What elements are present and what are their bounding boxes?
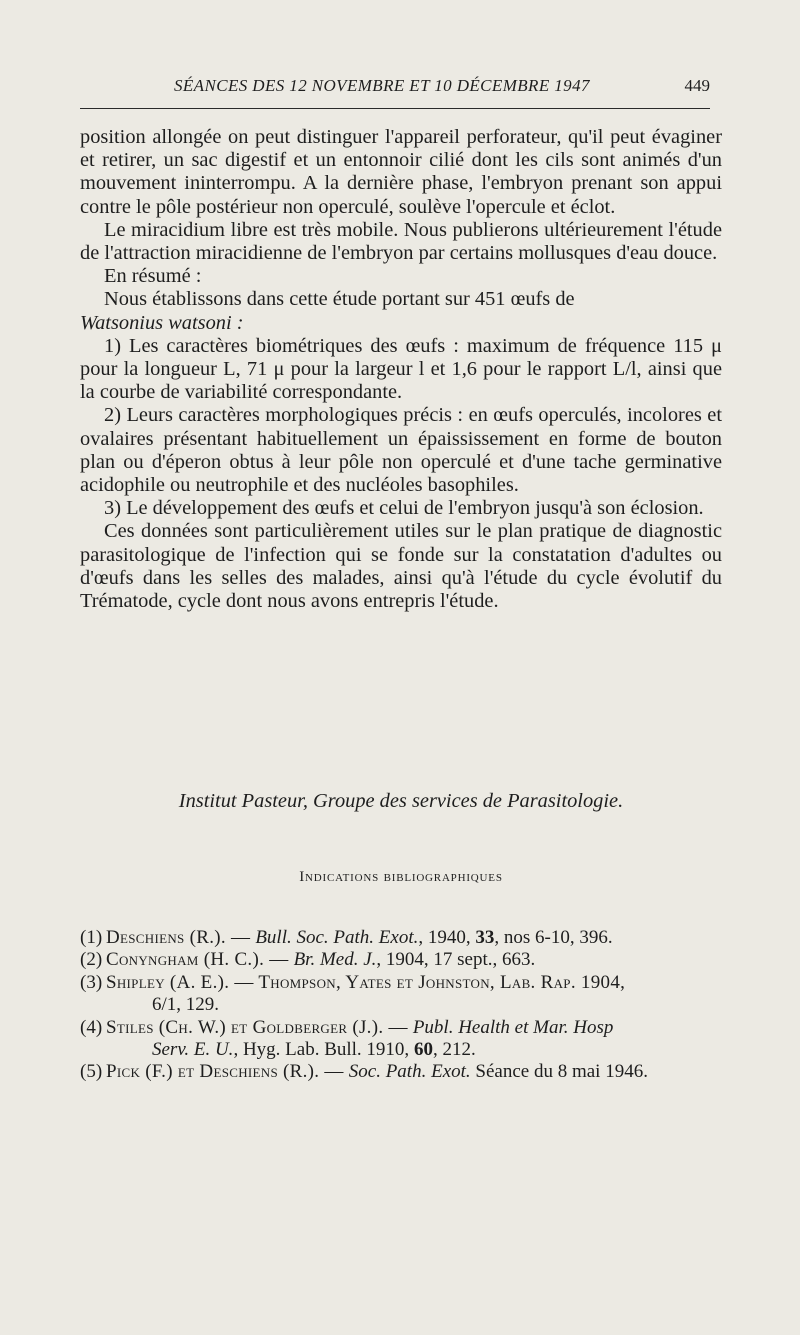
reference-authors: Stiles (Ch. W.) et Goldberger (J.). — (106, 1016, 413, 1038)
reference-2 (80, 949, 740, 971)
reference-authors: Pick (F.) et Deschiens (R.). — (106, 1061, 349, 1083)
reference-details: Séance du 8 mai 1946. (470, 1061, 648, 1083)
species-name: Watsonius watsoni : (80, 311, 244, 334)
reference-3-continuation: 6/1, 129. (152, 994, 220, 1016)
reference-journal: Bull. Soc. Path. Exot. (255, 927, 419, 948)
summary-point-2: 2) Leurs caractères morphologiques précis : en œufs operculés, incolores et ovalaires présentant habituellement un épaississement en forme de bouton plan ou d'éperon obtus à leur pôle non operculé et d'une tache germinative acidophile ou neutrophile et des nucléoles basophiles. (80, 404, 722, 497)
institute-affiliation: Institut Pasteur, Groupe des services de Parasitologie. (178, 790, 624, 812)
body-text (80, 126, 722, 613)
reference-volume: 60 (413, 1039, 433, 1061)
page-number: 449 (684, 76, 710, 95)
paragraph-summary-intro (80, 288, 722, 334)
reference-journal: Publ. Health et Mar. Hosp (412, 1016, 614, 1038)
summary-point-3: 3) Le développement des œufs et celui de l'embryon jusqu'à son éclosion. (104, 497, 704, 520)
reference-year: , 1940, (418, 927, 476, 948)
reference-authors: Deschiens (R.). — (106, 927, 256, 948)
summary-heading: En résumé : (104, 265, 202, 288)
reference-3 (80, 972, 740, 994)
paragraph-conclusion: Ces données sont particulièrement utiles sur le plan pratique de diagnostic parasitologique de l'infection qui se fonde sur la constatation d'adultes ou d'œufs dans les selles des malades, ainsi qu'à l'étude du cycle évolutif du Trématode, cycle dont nous avons entrepris l'étude. (80, 520, 722, 613)
bibliography-heading: Indications bibliographiques (299, 869, 503, 885)
reference-number: (2) (80, 949, 103, 971)
summary-point-1: 1) Les caractères biométriques des œufs : maximum de fréquence 115 μ pour la longueur L, 71 μ pour la largeur l et 1,6 pour le rapport L/l, ainsi que la courbe de variabilité correspondante. (80, 334, 722, 404)
reference-number: (4) (80, 1016, 103, 1038)
reference-journal: Br. Med. J. (293, 949, 377, 971)
reference-number: (5) (80, 1061, 103, 1083)
reference-pages: , 212. (432, 1039, 476, 1061)
reference-1 (80, 927, 740, 949)
running-head-title: SÉANCES DES 12 NOVEMBRE ET 10 DÉCEMBRE 1947 (174, 76, 590, 95)
reference-list (80, 927, 740, 1084)
header-rule (80, 108, 710, 109)
reference-number: (3) (80, 971, 103, 993)
running-header (78, 76, 710, 102)
reference-details: , 1904, 17 sept., 663. (376, 949, 536, 971)
reference-authors: Shipley (A. E.). — Thompson, Yates et Johnston, Lab. Rap. 1904, (106, 971, 626, 993)
paragraph-miracidium: Le miracidium libre est très mobile. Nous publierons ultérieurement l'étude de l'attraction miracidienne de l'embryon par certains mollusques d'eau douce. (80, 218, 722, 265)
paragraph-embryo-development: position allongée on peut distinguer l'appareil perforateur, qu'il peut évaginer et retirer, un sac digestif et un entonnoir cilié dont les cils sont animés d'un mouvement ininterrompu. A la dernière phase, l'embryon prenant son appui contre le pôle postérieur non operculé, soulève l'opercule et éclot. (80, 126, 722, 218)
reference-journal: Soc. Path. Exot. (348, 1061, 471, 1083)
reference-number: (1) (80, 927, 103, 948)
reference-details: , Hyg. Lab. Bull. 1910, (233, 1039, 414, 1061)
reference-authors: Conyngham (H. C.). — (106, 949, 294, 971)
reference-volume: 33 (475, 927, 495, 948)
reference-pages: , nos 6-10, 396. (494, 927, 613, 948)
reference-4-continuation (80, 1039, 740, 1061)
reference-5 (80, 1061, 740, 1083)
summary-intro-text: Nous établissons dans cette étude portant sur 451 œufs de (104, 288, 575, 311)
reference-4 (80, 1017, 740, 1039)
reference-journal-cont: Serv. E. U. (152, 1039, 234, 1061)
